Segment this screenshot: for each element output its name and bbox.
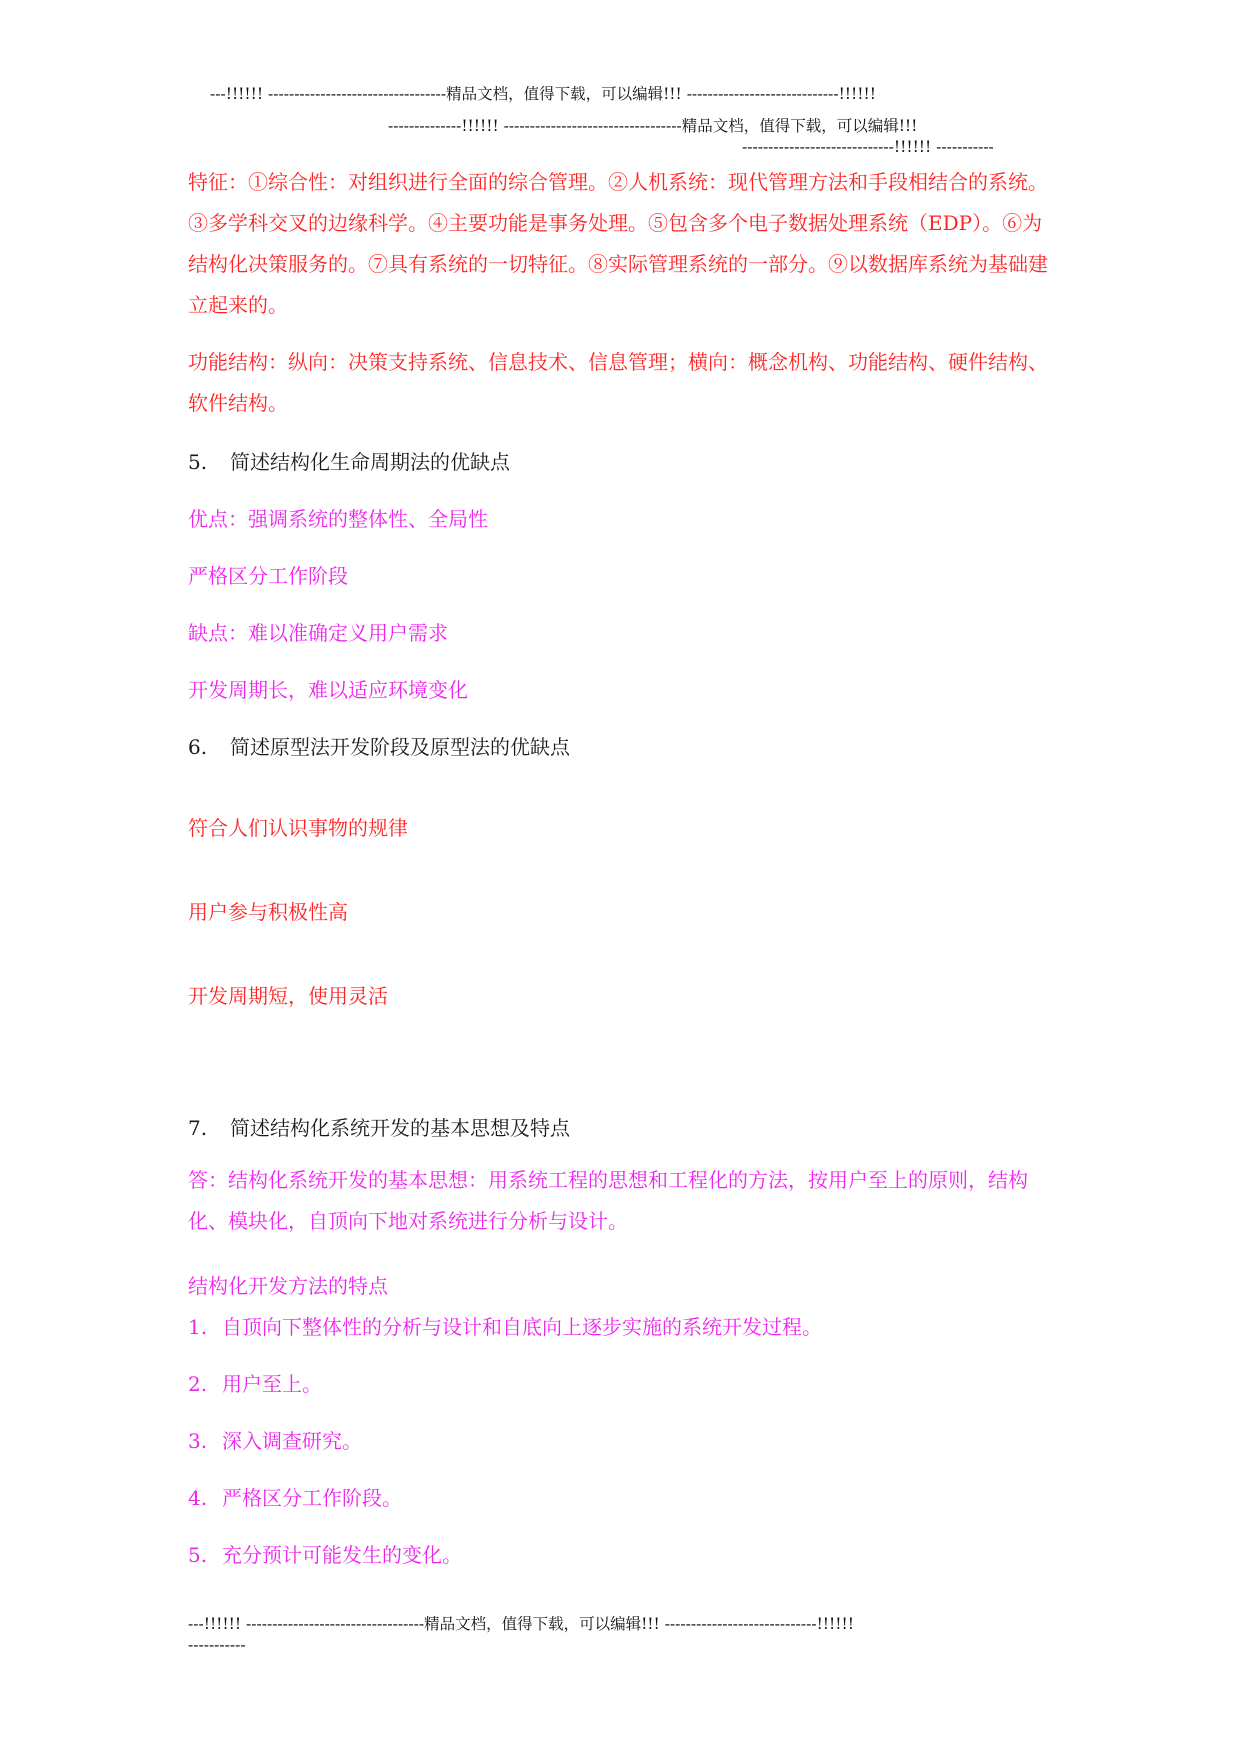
q7-feature-1-text: 自顶向下整体性的分析与设计和自底向上逐步实施的系统开发过程。 <box>222 1315 822 1339</box>
q6-answer-3: 开发周期短，使用灵活 <box>188 984 388 1008</box>
question-5 <box>188 446 1058 475</box>
header-line-2: --------------!!!!!! ----------------------------------精品文档，值得下载，可以编辑!!! <box>388 117 918 135</box>
question-7-number: 7. <box>188 1116 208 1140</box>
q7-feature-1 <box>188 1311 1058 1340</box>
q7-feature-4-text: 严格区分工作阶段。 <box>222 1486 402 1510</box>
question-6-text: 简述原型法开发阶段及原型法的优缺点 <box>230 735 570 759</box>
q7-features-title: 结构化开发方法的特点 <box>188 1274 388 1298</box>
q5-answer-4: 开发周期长，难以适应环境变化 <box>188 678 468 702</box>
q7-feature-4 <box>188 1482 1058 1511</box>
header-line-3: -----------------------------!!!!!! ----------- <box>742 138 994 156</box>
question-6-number: 6. <box>188 735 208 759</box>
q7-feature-5 <box>188 1539 1058 1568</box>
q7-feature-3 <box>188 1425 1058 1454</box>
q7-feature-5-text: 充分预计可能发生的变化。 <box>222 1543 462 1567</box>
question-5-number: 5. <box>188 450 208 474</box>
function-structure-paragraph: 功能结构：纵向：决策支持系统、信息技术、信息管理；横向：概念机构、功能结构、硬件结构、软件结构。 <box>188 350 1048 415</box>
q7-feature-3-text: 深入调查研究。 <box>222 1429 362 1453</box>
question-7 <box>188 1112 1058 1141</box>
features-paragraph: 特征：①综合性：对组织进行全面的综合管理。②人机系统：现代管理方法和手段相结合的系统。③多学科交叉的边缘科学。④主要功能是事务处理。⑤包含多个电子数据处理系统（EDP）。⑥为结构化决策服务的。⑦具有系统的一切特征。⑧实际管理系统的一部分。⑨以数据库系统为基础建立起来的。 <box>188 170 1048 317</box>
q7-answer: 答：结构化系统开发的基本思想：用系统工程的思想和工程化的方法，按用户至上的原则，结构化、模块化，自顶向下地对系统进行分析与设计。 <box>188 1168 1028 1233</box>
q6-answer-2: 用户参与积极性高 <box>188 900 348 924</box>
q7-feature-5-number: 5. <box>188 1543 208 1567</box>
q5-answer-2: 严格区分工作阶段 <box>188 564 348 588</box>
question-7-text: 简述结构化系统开发的基本思想及特点 <box>230 1116 570 1140</box>
footer-line-2: ----------- <box>188 1636 246 1654</box>
q7-feature-2 <box>188 1368 1058 1397</box>
header-line-1: ---!!!!!! ----------------------------------精品文档，值得下载，可以编辑!!! -----------------------------!!!!!! <box>210 85 876 103</box>
q5-answer-1: 优点：强调系统的整体性、全局性 <box>188 507 488 531</box>
q7-feature-1-number: 1. <box>188 1315 208 1339</box>
question-5-text: 简述结构化生命周期法的优缺点 <box>230 450 510 474</box>
q7-feature-4-number: 4. <box>188 1486 208 1510</box>
footer-line-1: ---!!!!!! ----------------------------------精品文档，值得下载，可以编辑!!! -----------------------------!!!!!! <box>188 1615 854 1633</box>
q7-feature-2-text: 用户至上。 <box>222 1372 322 1396</box>
q6-answer-1: 符合人们认识事物的规律 <box>188 816 408 840</box>
q5-answer-3: 缺点：难以准确定义用户需求 <box>188 621 448 645</box>
q7-feature-3-number: 3. <box>188 1429 208 1453</box>
question-6 <box>188 731 1058 760</box>
q7-feature-2-number: 2. <box>188 1372 208 1396</box>
